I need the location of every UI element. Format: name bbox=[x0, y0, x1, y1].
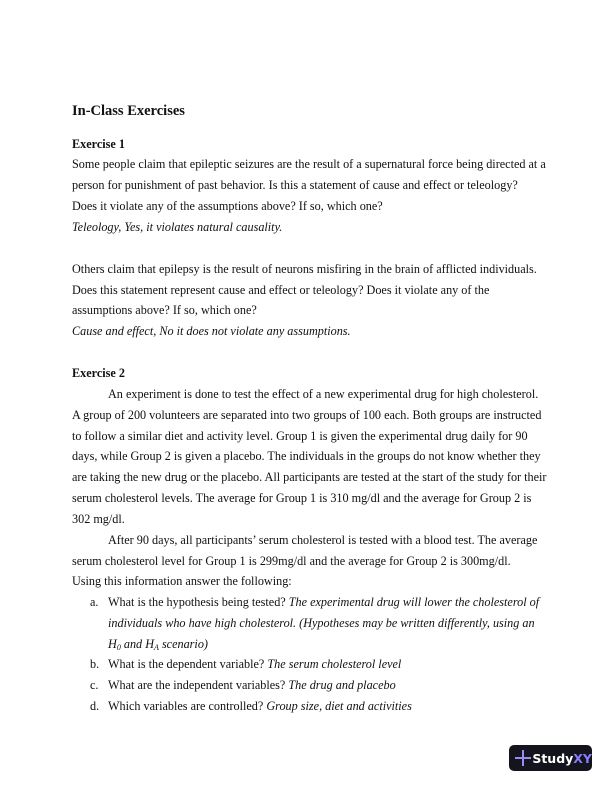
exercise-2-paragraph-2-line: After 90 days, all participants’ serum cholesterol is tested with a blood test. The average bbox=[108, 533, 538, 547]
answer-text: individuals who have high cholesterol. (Hypotheses may be written differently, using an bbox=[108, 616, 535, 630]
brand-main-text: Study bbox=[532, 750, 574, 766]
exercise-1-question-line: person for punishment of past behavior. Is this a statement of cause and effect or teleology? bbox=[72, 178, 518, 192]
list-marker: b. bbox=[90, 657, 100, 671]
exercise-2-paragraph-line: An experiment is done to test the effect of a new experimental drug for high cholesterol. bbox=[108, 387, 539, 401]
list-marker: a. bbox=[90, 595, 99, 609]
question-text: What is the dependent variable? bbox=[108, 657, 268, 671]
answer-text-end: scenario) bbox=[158, 637, 208, 651]
question-text: Which variables are controlled? bbox=[108, 699, 267, 713]
question-text: What are the independent variables? bbox=[108, 678, 289, 692]
answer-text: Group size, diet and activities bbox=[266, 699, 412, 713]
list-marker: d. bbox=[90, 699, 100, 713]
exercise-1-question-2-line: Does this statement represent cause and effect or teleology? Does it violate any of the bbox=[72, 283, 490, 297]
exercise-1-question-2-line: assumptions above? If so, which one? bbox=[72, 303, 257, 317]
list-marker: c. bbox=[90, 678, 99, 692]
list-item-line bbox=[108, 699, 412, 713]
answer-text bbox=[108, 637, 208, 655]
exercise-2-paragraph-line: to follow a similar diet and activity level. Group 1 is given the experimental drug daily for 90 bbox=[72, 429, 528, 443]
plus-icon bbox=[514, 749, 528, 767]
answer-text: The serum cholesterol level bbox=[267, 657, 402, 671]
exercise-1-question-line: Does it violate any of the assumptions above? If so, which one? bbox=[72, 199, 383, 213]
exercise-2-paragraph-line: serum cholesterol levels. The average for Group 1 is 310 mg/dl and the average for Group 2 is bbox=[72, 491, 532, 505]
exercise-2-paragraph-line: A group of 200 volunteers are separated into two groups of 100 each. Both groups are instructed bbox=[72, 408, 542, 422]
subscript-a: A bbox=[154, 643, 159, 652]
answer-text-mid: and H bbox=[120, 637, 154, 651]
exercise-1-question-line: Some people claim that epileptic seizures are the result of a supernatural force being directed at a bbox=[72, 157, 546, 171]
exercise-2-paragraph-2-line: Using this information answer the following: bbox=[72, 574, 292, 588]
exercise-2-paragraph-line: days, while Group 2 is given a placebo. The individuals in the groups do not know whether they bbox=[72, 449, 541, 463]
list-item-line bbox=[108, 657, 401, 671]
exercise-2-paragraph-2-line: serum cholesterol level for Group 1 is 299mg/dl and the average for Group 2 is 300mg/dl. bbox=[72, 554, 511, 568]
brand-name bbox=[532, 751, 592, 766]
answer-text: The experimental drug will lower the cholesterol of bbox=[288, 595, 540, 609]
exercise-1-answer: Teleology, Yes, it violates natural causality. bbox=[72, 220, 283, 234]
exercise-2-heading: Exercise 2 bbox=[72, 366, 125, 380]
question-text: What is the hypothesis being tested? bbox=[108, 595, 289, 609]
list-item-line bbox=[108, 595, 539, 609]
exercise-2-paragraph-line: are taking the new drug or the placebo. All participants are tested at the start of the study for their bbox=[72, 470, 547, 484]
h-symbol: H bbox=[108, 637, 117, 651]
list-item-line bbox=[108, 678, 396, 692]
answer-text: The drug and placebo bbox=[288, 678, 396, 692]
studyxy-watermark-badge[interactable] bbox=[509, 745, 592, 771]
brand-accent-text: XY bbox=[573, 750, 592, 766]
exercise-1-heading: Exercise 1 bbox=[72, 137, 125, 151]
exercise-2-paragraph-line: 302 mg/dl. bbox=[72, 512, 125, 526]
page-title: In-Class Exercises bbox=[72, 103, 185, 119]
exercise-1-answer-2: Cause and effect, No it does not violate any assumptions. bbox=[72, 324, 351, 338]
subscript-0: 0 bbox=[116, 643, 121, 652]
exercise-1-question-2-line: Others claim that epilepsy is the result of neurons misfiring in the brain of afflicted individuals. bbox=[72, 262, 537, 276]
